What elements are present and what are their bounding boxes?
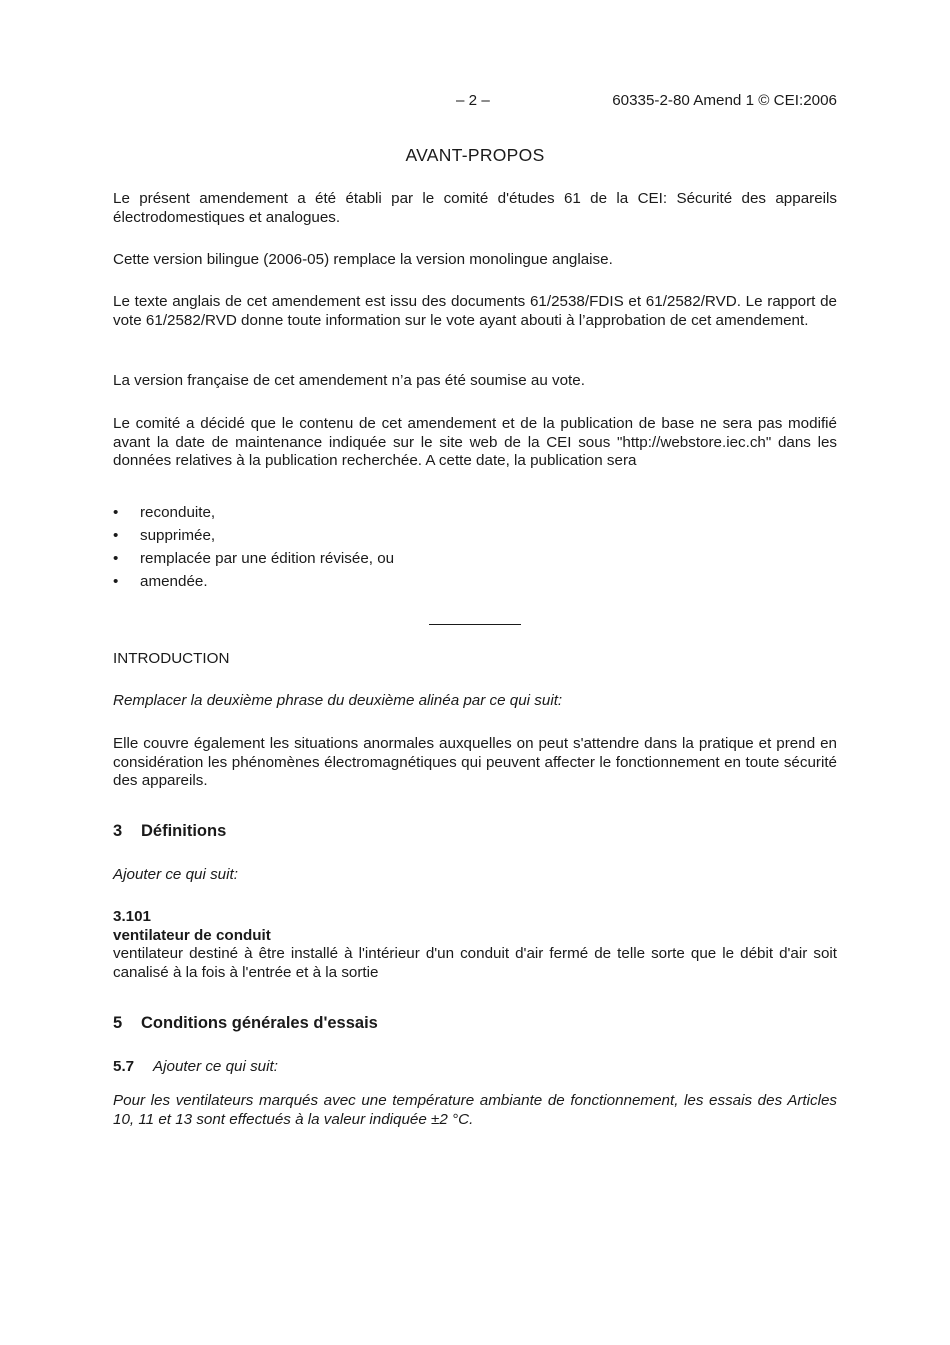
page-number: – 2 – bbox=[456, 92, 490, 109]
list-item bbox=[113, 504, 837, 527]
list-item bbox=[113, 527, 837, 550]
section-5-number: 5 bbox=[113, 1014, 123, 1032]
term-definition: ventilateur destiné à être installé à l'intérieur d'un conduit d'air fermé de telle sorte que le débit d'air soit canalisé à la fois à l'entrée et à la sortie bbox=[113, 945, 837, 981]
term-name: ventilateur de conduit bbox=[113, 927, 271, 944]
list-item-text: supprimée, bbox=[140, 527, 216, 544]
introduction-text: Elle couvre également les situations anormales auxquelles on peut s'attendre dans la pratique et prend en considération les phénomènes électromagnétiques qui peuvent affecter le fonctionnement en toute sécurité des appareils. bbox=[113, 735, 837, 790]
section-3-heading bbox=[113, 822, 226, 841]
introduction-instruction: Remplacer la deuxième phrase du deuxième alinéa par ce qui suit: bbox=[113, 692, 563, 709]
document-reference: 60335-2-80 Amend 1 © CEI:2006 bbox=[612, 92, 837, 109]
section-divider bbox=[429, 624, 521, 625]
section-3-number: 3 bbox=[113, 822, 123, 840]
section-5-heading bbox=[113, 1014, 378, 1033]
introduction-heading: INTRODUCTION bbox=[113, 650, 230, 667]
foreword-title: AVANT-PROPOS bbox=[405, 145, 545, 165]
list-item bbox=[113, 550, 837, 573]
list-item-text: amendée. bbox=[140, 573, 208, 590]
bullet-icon: • bbox=[113, 573, 119, 590]
foreword-paragraph-1: Le présent amendement a été établi par le comité d'études 61 de la CEI: Sécurité des appareils électrodomestiques et analogues. bbox=[113, 190, 837, 226]
subclause-text: Pour les ventilateurs marqués avec une température ambiante de fonctionnement, les essais des Articles 10, 11 et 13 sont effectués à la valeur indiquée ±2 °C. bbox=[113, 1092, 837, 1128]
foreword-paragraph-3: Le texte anglais de cet amendement est issu des documents 61/2538/FDIS et 61/2582/RVD. Le rapport de vote 61/2582/RVD donne toute information sur le vote ayant abouti à l’approbation de cet amendement. bbox=[113, 293, 837, 329]
foreword-paragraph-4: La version française de cet amendement n’a pas été soumise au vote. bbox=[113, 372, 585, 389]
list-item bbox=[113, 573, 837, 596]
term-number: 3.101 bbox=[113, 908, 152, 925]
subclause-instruction: Ajouter ce qui suit: bbox=[153, 1058, 278, 1075]
list-item-text: remplacée par une édition révisée, ou bbox=[140, 550, 395, 567]
bullet-icon: • bbox=[113, 504, 119, 521]
section-3-title: Définitions bbox=[141, 822, 227, 840]
section-5-title: Conditions générales d'essais bbox=[141, 1014, 378, 1032]
subclause-number: 5.7 bbox=[113, 1058, 135, 1075]
foreword-paragraph-2: Cette version bilingue (2006-05) remplace la version monolingue anglaise. bbox=[113, 251, 613, 268]
foreword-paragraph-5: Le comité a décidé que le contenu de cet amendement et de la publication de base ne sera pas modifié avant la date de maintenance indiquée sur le site web de la CEI sous "http://webstore.iec.ch" dans les données relatives à la publication recherchée. A cette date, la publication sera bbox=[113, 415, 837, 470]
publication-options-list bbox=[113, 504, 837, 596]
section-3-instruction: Ajouter ce qui suit: bbox=[113, 866, 238, 883]
bullet-icon: • bbox=[113, 550, 119, 567]
subclause-5-7 bbox=[113, 1058, 278, 1075]
bullet-icon: • bbox=[113, 527, 119, 544]
list-item-text: reconduite, bbox=[140, 504, 216, 521]
